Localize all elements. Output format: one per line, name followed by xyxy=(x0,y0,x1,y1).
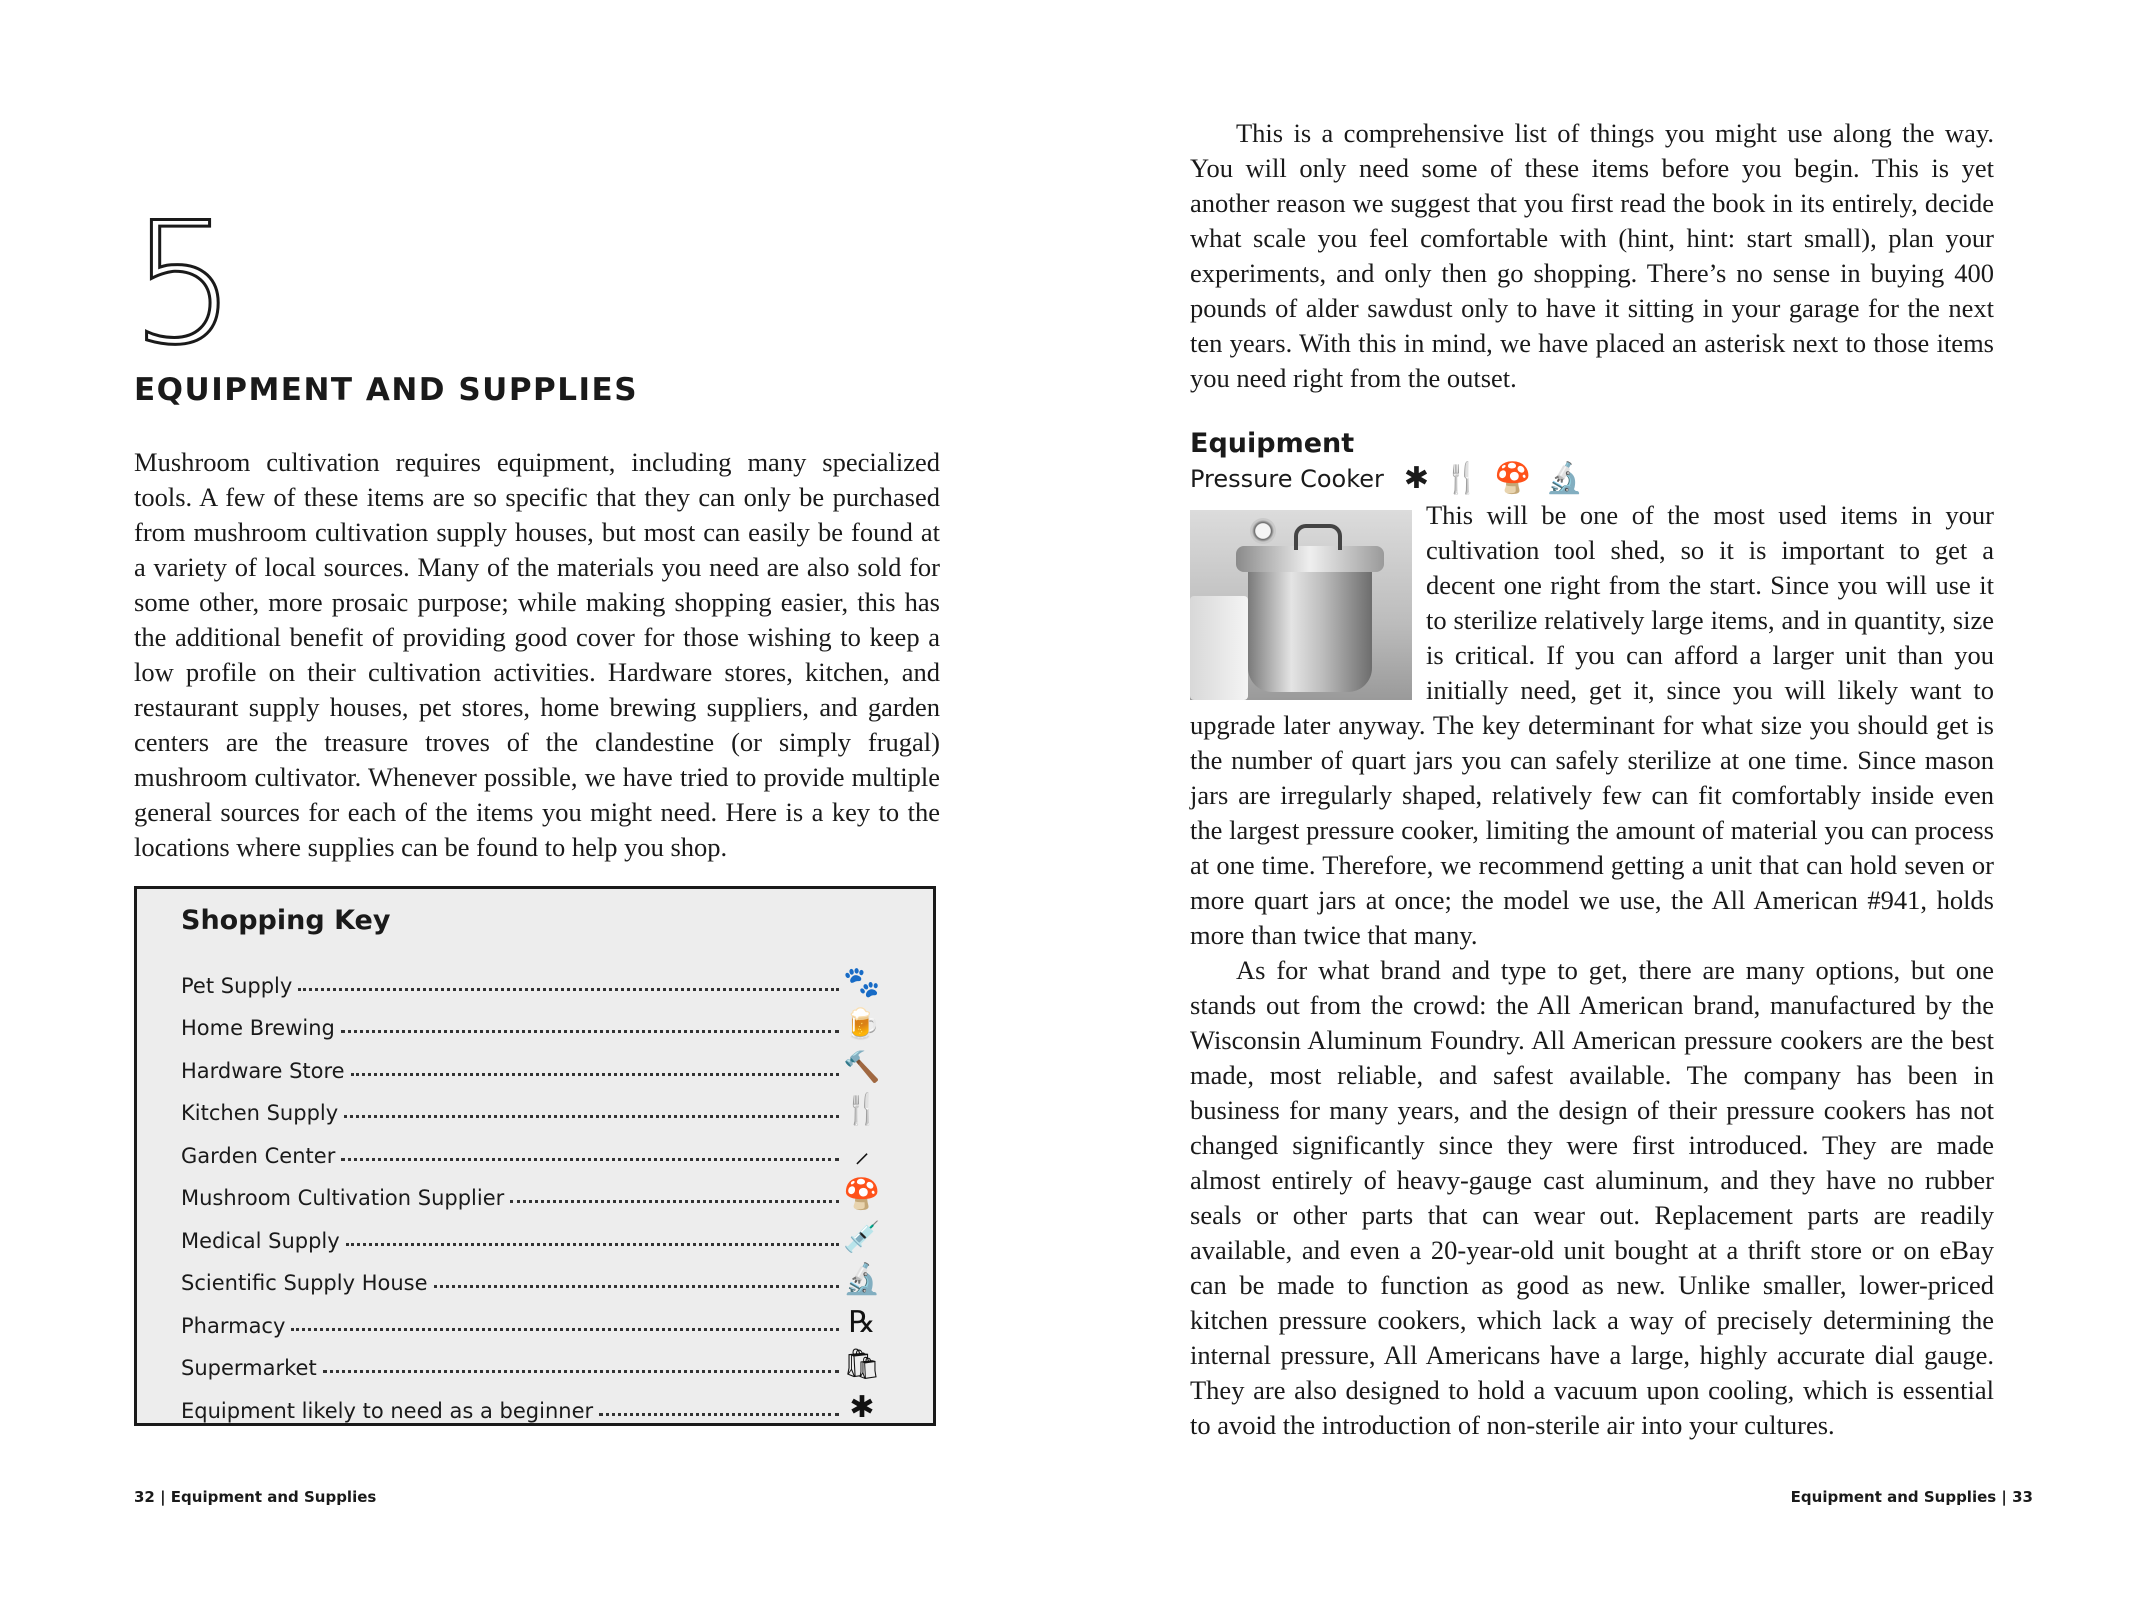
shopping-key-label: Supermarket xyxy=(181,1356,317,1380)
shopping-key-label: Kitchen Supply xyxy=(181,1101,339,1125)
left-page xyxy=(0,0,1066,1600)
leader-dots xyxy=(351,1073,839,1076)
right-page xyxy=(1066,0,2133,1600)
page-footer-right: Equipment and Supplies | 33 xyxy=(1790,1488,2033,1506)
shopping-key-box xyxy=(134,886,936,1426)
leader-dots xyxy=(341,1030,839,1033)
shopping-bag-icon: 🛍 xyxy=(843,1347,882,1382)
syringe-icon: 💉 xyxy=(843,1219,881,1255)
leader-dots xyxy=(346,1243,839,1246)
shopping-key-label: Home Brewing xyxy=(181,1016,335,1040)
leader-dots xyxy=(344,1115,839,1118)
shopping-key-item xyxy=(181,1168,881,1211)
shopping-key-item xyxy=(181,998,881,1041)
paragraph-2: As for what brand and type to get, there are many options, but one stands out from the crowd: the All American brand, manufactured by the Wisconsin Aluminum Foundry. All American pressure cookers are the best made, most reliable, and safest available. The company has been in business for many years, and the design of their pressure cookers has not changed significantly since they were first introduced. They are made almost entirely of heavy-gauge cast aluminum, and they have no rubber seals or other parts that can wear out. Replacement parts are readily available, and even a 20-year-old unit bought at a thrift store or on eBay can be made to function as good as new. Unlike smaller, lower-priced kitchen pressure cookers, which lack a way of precisely determining the internal pressure, All Americans have a large, highly accurate dial gauge. They are also designed to hold a vacuum upon cooling, which is essential to avoid the introduction of non-sterile air into your cultures. xyxy=(1190,955,1994,1440)
fork-knife-icon: 🍴 xyxy=(843,1092,881,1127)
shopping-key-label: Hardware Store xyxy=(181,1058,345,1083)
microscope-icon: 🔬 xyxy=(843,1262,881,1297)
leader-dots xyxy=(599,1413,839,1416)
trowel-icon: ⸝ xyxy=(854,1134,870,1170)
shopping-key-item xyxy=(181,1380,881,1423)
rx-icon: ℞ xyxy=(848,1304,876,1340)
microscope-icon: 🔬 xyxy=(1545,462,1584,495)
shopping-key-label: Pet Supply xyxy=(181,973,293,998)
shopping-key-label: Garden Center xyxy=(181,1143,336,1168)
intro-paragraph: Mushroom cultivation requires equipment, including many specialized tools. A few of these items are so specific that they can only be purchased from mushroom cultivation supply houses, but most can easily be found at a variety of local sources. Many of the materials you need are also sold for some other, more prosaic purpose; while making shopping easier, this has the additional benefit of providing good cover for those wishing to keep a low profile on their cultivation activities. Hardware stores, kitchen, and restaurant supply houses, pet stores, home brewing suppliers, and garden centers are the treasure troves of the clandestine (or simply frugal) mushroom cultivator. Whenever possible, we have tried to provide multiple general sources for each of the items you might need. Here is a key to the locations where supplies can be found to help you shop. xyxy=(134,447,940,862)
shopping-key-item xyxy=(181,1338,881,1381)
chapter-title: EQUIPMENT AND SUPPLIES xyxy=(134,372,639,408)
chapter-number: 5 xyxy=(130,186,237,382)
shopping-key-list xyxy=(181,955,881,1423)
leader-dots xyxy=(323,1370,839,1373)
mushroom-icon: 🍄 xyxy=(843,1177,881,1212)
shopping-key-title: Shopping Key xyxy=(181,905,391,936)
shopping-key-item xyxy=(181,1083,881,1126)
shopping-key-label: Scientific Supply House xyxy=(181,1271,428,1295)
shopping-key-label: Pharmacy xyxy=(181,1313,286,1338)
fork-knife-icon: 🍴 xyxy=(1443,462,1481,495)
mushroom-icon: 🍄 xyxy=(1494,462,1532,495)
shopping-key-label: Equipment likely to need as a beginner xyxy=(181,1398,594,1423)
shopping-key-item xyxy=(181,955,881,998)
leader-dots xyxy=(298,988,839,991)
hammer-icon: 🔨 xyxy=(843,1049,881,1085)
paragraph-1: This will be one of the most used items in your cultivation tool shed, so it is important to get a decent one right from the start. Since you will use it to sterilize relatively large items, and in quantity, size is critical. If you can afford a larger unit than you initially need, get it, since you will likely want to upgrade later anyway. The key determinant for what size you should get is the number of quart jars you can safely sterilize at one time. Since mason jars are irregularly shaped, relatively few can fit comfortably inside even the largest pressure cooker, limiting the amount of material you can process at one time. Therefore, we recommend getting a unit that can hold seven or more quart jars at once; the model we use, the All American #941, holds more than twice that many. xyxy=(1190,500,1994,950)
shopping-key-item xyxy=(181,1125,881,1168)
item-heading: Pressure Cooker xyxy=(1190,465,1384,493)
asterisk-icon: ✱ xyxy=(849,1389,875,1425)
shopping-key-item xyxy=(181,1210,881,1253)
photo-spacer xyxy=(1190,498,1426,698)
pressure-cooker-text xyxy=(1190,498,1994,1443)
shopping-key-item xyxy=(181,1253,881,1296)
leader-dots xyxy=(341,1158,839,1161)
shopping-key-label: Mushroom Cultivation Supplier xyxy=(181,1186,505,1210)
item-heading-row xyxy=(1190,464,1583,494)
page-footer-left: 32 | Equipment and Supplies xyxy=(134,1488,377,1506)
leader-dots xyxy=(510,1200,839,1203)
asterisk-icon: ✱ xyxy=(1403,462,1430,495)
beer-mug-icon: 🍺 xyxy=(843,1007,881,1042)
shopping-key-label: Medical Supply xyxy=(181,1228,340,1253)
item-icons xyxy=(1404,464,1583,494)
paw-print-icon: 🐾 xyxy=(843,964,881,1000)
leader-dots xyxy=(291,1328,839,1331)
leader-dots xyxy=(434,1285,839,1288)
shopping-key-item xyxy=(181,1295,881,1338)
section-heading: Equipment xyxy=(1190,428,1355,459)
right-intro-paragraph: This is a comprehensive list of things you might use along the way. You will only need some of these items before you begin. This is yet another reason we suggest that you first read the book in its entirely, decide what scale you feel comfortable with (hint, hint: start small), plan your experiments, and only then go shopping. There’s no sense in buying 400 pounds of alder sawdust only to have it sitting in your garage for the next ten years. With this in mind, we have placed an asterisk next to those items you need right from the outset. xyxy=(1190,118,1994,393)
shopping-key-item xyxy=(181,1040,881,1083)
